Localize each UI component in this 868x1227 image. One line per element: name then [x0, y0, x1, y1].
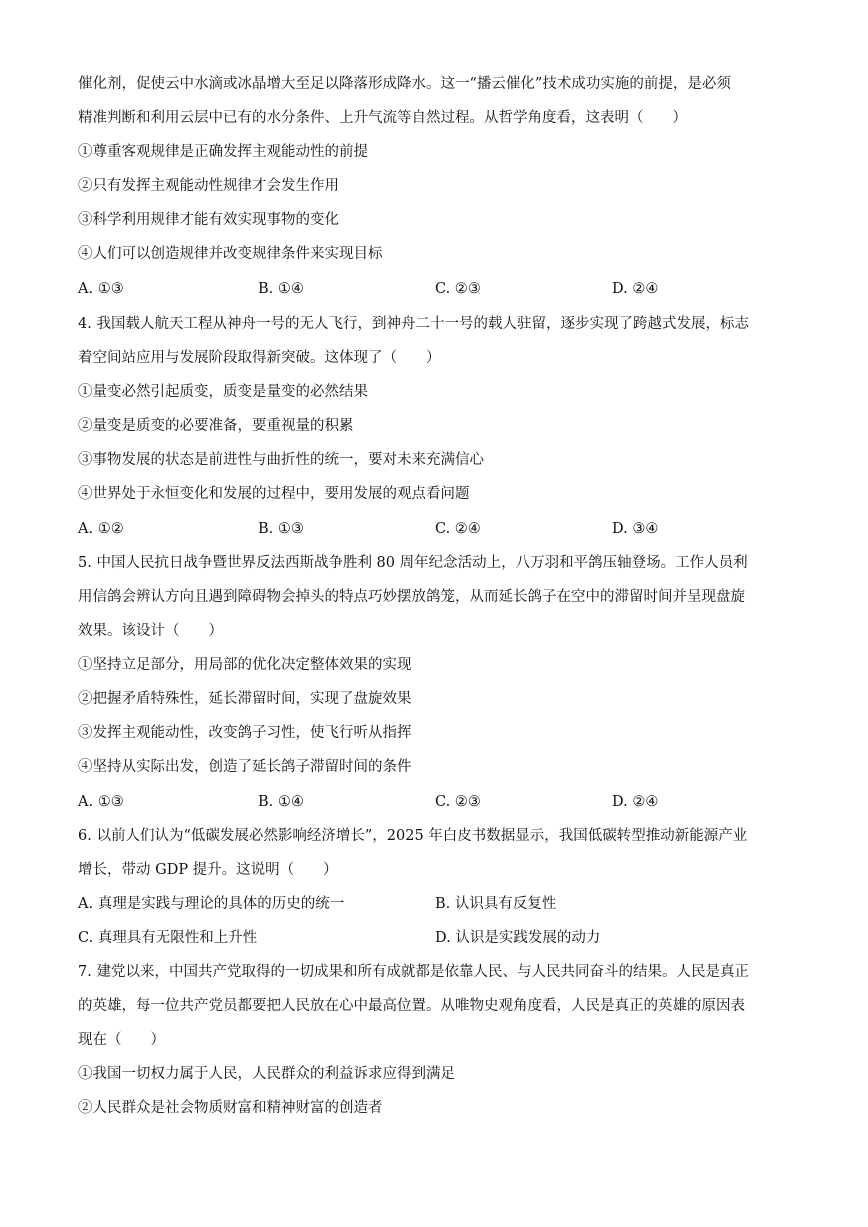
- q7-stem-line-1: 7. 建党以来，中国共产党取得的一切成果和所有成就都是依靠人民、与人民共同奋斗的结果。人民是真正: [78, 964, 749, 980]
- q3-statement-3: ③科学利用规律才能有效实现事物的变化: [78, 212, 339, 228]
- q3-stem-line-1: 催化剂，促使云中水滴或冰晶增大至足以降落形成降水。这一“播云催化”技术成功实施的前提，是必须: [78, 76, 731, 92]
- q4-option-d[interactable]: D. ③④: [612, 521, 659, 537]
- q5-statement-2: ②把握矛盾特殊性，延长滞留时间，实现了盘旋效果: [78, 691, 412, 707]
- q4-option-b[interactable]: B. ①③: [258, 521, 304, 537]
- q5-option-b[interactable]: B. ①④: [258, 794, 304, 810]
- q3-option-c[interactable]: C. ②③: [435, 281, 481, 297]
- q4-statement-4: ④世界处于永恒变化和发展的过程中，要用发展的观点看问题: [78, 486, 470, 502]
- q6-stem-line-2: 增长，带动 GDP 提升。这说明（ ）: [78, 862, 338, 878]
- q7-stem-line-2: 的英雄，每一位共产党员都要把人民放在心中最高位置。从唯物史观角度看，人民是真正的英雄的原因表: [78, 998, 745, 1014]
- q6-option-d[interactable]: D. 认识是实践发展的动力: [435, 930, 601, 946]
- q5-option-a[interactable]: A. ①③: [78, 794, 124, 810]
- q3-option-d[interactable]: D. ②④: [612, 281, 659, 297]
- q3-stem-line-2: 精准判断和利用云层中已有的水分条件、上升气流等自然过程。从哲学角度看，这表明（ ）: [78, 110, 687, 126]
- q5-stem-line-1: 5. 中国人民抗日战争暨世界反法西斯战争胜利 80 周年纪念活动上，八万羽和平鸽压轴登场。工作人员利: [78, 555, 748, 571]
- q4-option-a[interactable]: A. ①②: [78, 521, 124, 537]
- q5-stem-line-2: 用信鸽会辨认方向且遇到障碍物会掉头的特点巧妙摆放鸽笼，从而延长鸽子在空中的滞留时间并呈现盘旋: [78, 589, 745, 605]
- q7-statement-2: ②人民群众是社会物质财富和精神财富的创造者: [78, 1100, 383, 1116]
- q4-statement-2: ②量变是质变的必要准备，要重视量的积累: [78, 418, 354, 434]
- q5-statement-3: ③发挥主观能动性，改变鸽子习性，使飞行听从指挥: [78, 725, 412, 741]
- q6-option-c[interactable]: C. 真理具有无限性和上升性: [78, 930, 258, 946]
- q7-stem-line-3: 现在（ ）: [78, 1032, 165, 1048]
- q4-stem-line-2: 着空间站应用与发展阶段取得新突破。这体现了（ ）: [78, 350, 441, 366]
- q5-statement-1: ①坚持立足部分，用局部的优化决定整体效果的实现: [78, 657, 412, 673]
- q3-statement-4: ④人们可以创造规律并改变规律条件来实现目标: [78, 246, 383, 262]
- q5-statement-4: ④坚持从实际出发，创造了延长鸽子滞留时间的条件: [78, 759, 412, 775]
- q3-option-a[interactable]: A. ①③: [78, 281, 124, 297]
- q3-statement-2: ②只有发挥主观能动性规律才会发生作用: [78, 178, 339, 194]
- q6-option-b[interactable]: B. 认识具有反复性: [435, 896, 557, 912]
- q3-statement-1: ①尊重客观规律是正确发挥主观能动性的前提: [78, 144, 368, 160]
- q4-option-c[interactable]: C. ②④: [435, 521, 481, 537]
- q6-stem-line-1: 6. 以前人们认为“低碳发展必然影响经济增长”，2025 年白皮书数据显示，我国低碳转型推动新能源产业: [78, 828, 748, 844]
- q4-stem-line-1: 4. 我国载人航天工程从神舟一号的无人飞行，到神舟二十一号的载人驻留，逐步实现了跨越式发展，标志: [78, 316, 749, 332]
- q6-option-a[interactable]: A. 真理是实践与理论的具体的历史的统一: [78, 896, 345, 912]
- q7-statement-1: ①我国一切权力属于人民，人民群众的利益诉求应得到满足: [78, 1066, 455, 1082]
- q4-statement-1: ①量变必然引起质变，质变是量变的必然结果: [78, 384, 368, 400]
- q5-option-d[interactable]: D. ②④: [612, 794, 659, 810]
- q3-option-b[interactable]: B. ①④: [258, 281, 304, 297]
- q4-statement-3: ③事物发展的状态是前进性与曲折性的统一，要对未来充满信心: [78, 452, 484, 468]
- q5-stem-line-3: 效果。该设计（ ）: [78, 623, 223, 639]
- q5-option-c[interactable]: C. ②③: [435, 794, 481, 810]
